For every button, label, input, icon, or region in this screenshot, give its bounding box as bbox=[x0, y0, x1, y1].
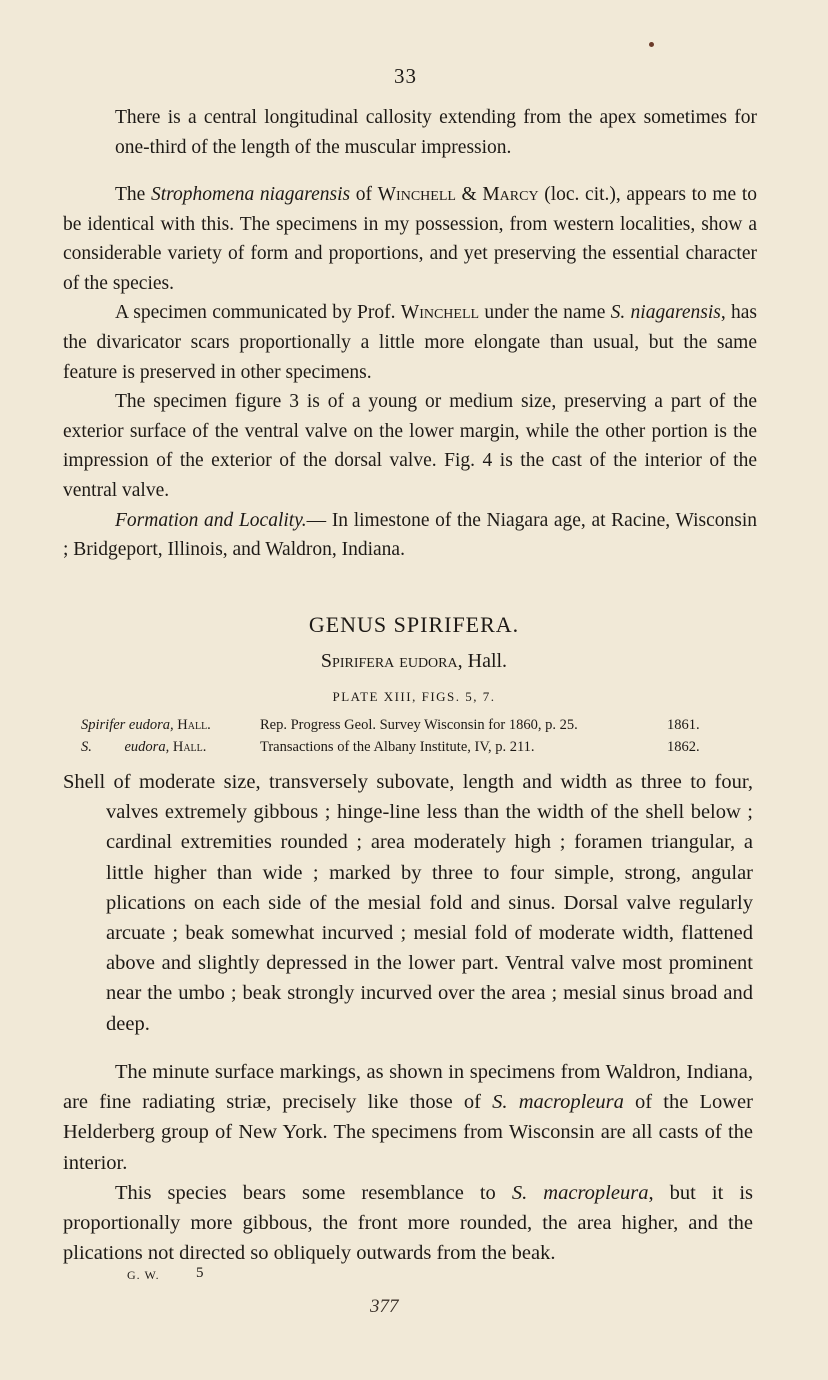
formation-locality: Formation and Locality.— In limestone of the Niagara age, at Racine, Wisconsin ; Bridgeport, Illinois, and Waldron, Indiana. bbox=[63, 509, 758, 561]
species-description bbox=[63, 767, 753, 1039]
paragraph-text: There is a central longitudinal callosity extending from the apex sometimes for one-third of the length of the muscular impression. bbox=[115, 107, 757, 158]
paragraph-text: The specimen figure 3 is of a young or medium size, preserving a part of the exterior surface of the ventral valve on the lower margin, while the other portion is the impression of the exterior of the dorsal valve. Fig. 4 is the cast of the interior of the ventral valve. bbox=[63, 391, 757, 501]
synonym-name: S. eudora, bbox=[81, 739, 170, 755]
paragraph-strophomena bbox=[63, 180, 757, 565]
synonym-reference: Transactions of the Albany Institute, IV, p. 211. bbox=[260, 739, 535, 755]
paragraph-text: This species bears some resemblance to S. macropleura, but it is proportionally more gibbous, the front more rounded, the area higher, and the plications not directed so obliquely outwards from the beak. bbox=[63, 1181, 753, 1265]
footer-signature: G. W. bbox=[127, 1268, 160, 1282]
synonym-year: 1861. bbox=[667, 717, 700, 733]
synonym-year: 1862. bbox=[667, 739, 700, 755]
paragraph-text: The minute surface markings, as shown in specimens from Waldron, Indiana, are fine radiating striæ, precisely like those of S. macropleura of the Lower Helderberg group of New York. The specimens from Wisconsin are all casts of the interior. bbox=[63, 1061, 753, 1174]
ink-spot bbox=[649, 42, 654, 47]
handwritten-annotation: 377 bbox=[370, 1296, 399, 1317]
description-text: Shell of moderate size, transversely subovate, length and width as three to four, valves extremely gibbous ; hinge-line less than the width of the shell below ; cardinal extremities rounded ; area moderately high ; foramen triangular, a little higher than wide ; marked by three to four simple, strong, angular plications on each side of the mesial fold and sinus. Dorsal valve regularly arcuate ; beak somewhat incurved ; mesial fold of moderate width, flattened above and slightly depressed in the lower part. Ventral valve most prominent near the umbo ; beak strongly incurved over the area ; mesial sinus broad and deep. bbox=[63, 771, 753, 1035]
synonym-name: Spirifer eudora, bbox=[81, 717, 174, 733]
page-number: 33 bbox=[394, 64, 417, 88]
paragraph-text: The Strophomena niagarensis of Winchell & Marcy (loc. cit.), appears to me to be identical with this. The specimens in my possession, from western localities, show a considerable variety of form and proportions, and yet preserving the essential character of the species. bbox=[63, 184, 757, 294]
species-heading: Spirifera eudora, Hall. bbox=[320, 650, 508, 672]
plate-reference: PLATE XIII, FIGS. 5, 7. bbox=[332, 689, 496, 704]
genus-heading: GENUS SPIRIFERA. bbox=[308, 612, 520, 637]
paragraph-callosity bbox=[63, 103, 757, 162]
footer-number: 5 bbox=[196, 1265, 204, 1281]
synonym-reference: Rep. Progress Geol. Survey Wisconsin for 1860, p. 25. bbox=[260, 717, 578, 733]
paragraph-surface-markings bbox=[63, 1057, 753, 1268]
synonym-author: Hall. bbox=[177, 717, 211, 733]
paragraph-text: A specimen communicated by Prof. Winchell under the name S. niagarensis, has the divaricator scars proportionally a little more elongate than usual, but the same feature is preserved in other specimens. bbox=[63, 302, 757, 383]
synonym-author: Hall. bbox=[172, 739, 207, 755]
